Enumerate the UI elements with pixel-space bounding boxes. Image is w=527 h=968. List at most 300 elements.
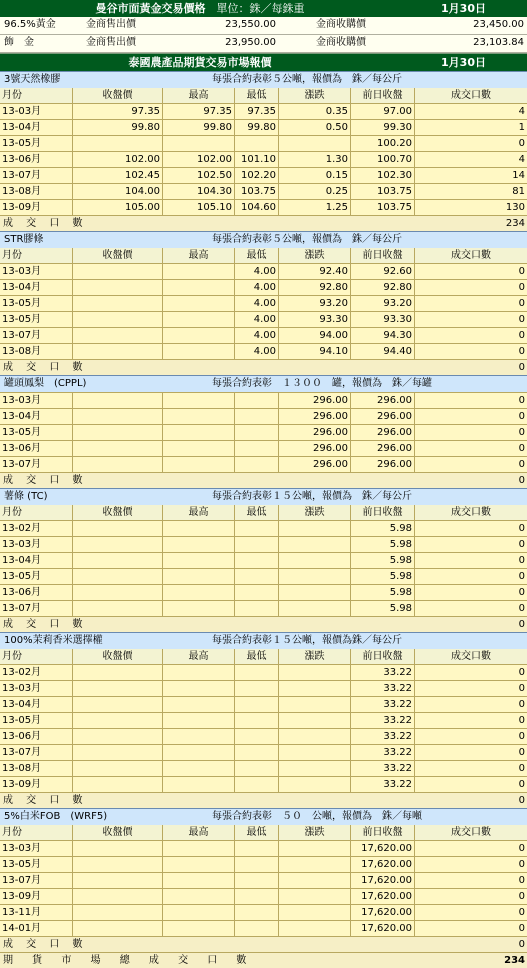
column-header-close: 收盤價 [72, 505, 162, 520]
cell-month: 13-05月 [2, 298, 42, 309]
gold-buy: 23,450.00 [473, 19, 524, 30]
cell-month: 13-04月 [2, 122, 42, 133]
cell-high [162, 296, 234, 311]
cell-month: 13-06月 [2, 443, 42, 454]
cell-volume: 0 [414, 697, 527, 712]
section-total-value: 234 [505, 218, 525, 229]
table-row [0, 311, 527, 327]
cell-low [234, 585, 278, 600]
cell-month: 13-03月 [2, 266, 42, 277]
section-total-label: 成 交 口 數 [3, 362, 88, 373]
cell-volume: 1 [414, 120, 527, 135]
cell-prev-close: 5.98 [350, 569, 414, 584]
cell-prev-close: 296.00 [350, 409, 414, 424]
column-header-change: 漲跌 [278, 825, 350, 840]
table-row [0, 776, 527, 792]
cell-month: 13-02月 [2, 523, 42, 534]
cell-low [234, 697, 278, 712]
table-row [0, 103, 527, 119]
cell-close [72, 521, 162, 536]
column-header-volume: 成交口數 [414, 248, 527, 263]
cell-month: 13-11月 [2, 907, 42, 918]
table-row [0, 327, 527, 343]
cell-high [162, 777, 234, 792]
section-spec: 每張合約表彰１５公噸，報價為 銖／每公斤 [212, 491, 412, 502]
cell-high [162, 889, 234, 904]
cell-close [72, 312, 162, 327]
cell-volume: 0 [414, 393, 527, 408]
cell-high [162, 697, 234, 712]
cell-low: 4.00 [234, 328, 278, 343]
column-header-month: 月份 [2, 250, 22, 261]
column-header-high: 最高 [162, 649, 234, 664]
section-total-label: 成 交 口 數 [3, 218, 88, 229]
cell-volume: 0 [414, 873, 527, 888]
cell-low: 4.00 [234, 344, 278, 359]
cell-prev-close: 17,620.00 [350, 905, 414, 920]
cell-low [234, 409, 278, 424]
cell-close [72, 745, 162, 760]
column-header-prev-close: 前日收盤 [350, 825, 414, 840]
cell-month: 13-06月 [2, 154, 42, 165]
cell-low [234, 857, 278, 872]
cell-low [234, 136, 278, 151]
cell-change [278, 136, 350, 151]
section-total-row [0, 472, 527, 488]
cell-low [234, 537, 278, 552]
cell-volume: 0 [414, 857, 527, 872]
column-header-change: 漲跌 [278, 88, 350, 103]
cell-low [234, 761, 278, 776]
cell-volume: 0 [414, 777, 527, 792]
cell-high: 99.80 [162, 120, 234, 135]
cell-volume: 0 [414, 537, 527, 552]
table-row [0, 119, 527, 135]
gold-title: 曼谷市面黃金交易價格 [95, 2, 206, 15]
cell-low [234, 601, 278, 616]
cell-prev-close: 5.98 [350, 585, 414, 600]
table-row [0, 520, 527, 536]
cell-low [234, 521, 278, 536]
section-total-row [0, 359, 527, 375]
cell-high [162, 441, 234, 456]
section-header [0, 231, 527, 248]
table-row [0, 728, 527, 744]
table-row [0, 888, 527, 904]
cell-change: 0.50 [278, 120, 350, 135]
cell-change: 92.80 [278, 280, 350, 295]
cell-close: 105.00 [72, 200, 162, 215]
cell-prev-close: 93.20 [350, 296, 414, 311]
cell-change: 94.00 [278, 328, 350, 343]
cell-low [234, 889, 278, 904]
cell-close [72, 857, 162, 872]
gold-sell: 23,550.00 [225, 19, 276, 30]
cell-change: 92.40 [278, 264, 350, 279]
cell-change: 0.25 [278, 184, 350, 199]
cell-high: 97.35 [162, 104, 234, 119]
cell-high [162, 569, 234, 584]
cell-month: 13-09月 [2, 779, 42, 790]
cell-volume: 0 [414, 425, 527, 440]
section-header [0, 632, 527, 649]
cell-prev-close: 94.40 [350, 344, 414, 359]
cell-month: 13-04月 [2, 282, 42, 293]
gold-date: 1月30日 [441, 2, 486, 15]
cell-close [72, 921, 162, 936]
cell-high [162, 553, 234, 568]
column-header-row [0, 649, 527, 664]
cell-high [162, 521, 234, 536]
table-row [0, 664, 527, 680]
cell-volume: 0 [414, 521, 527, 536]
cell-low: 4.00 [234, 280, 278, 295]
cell-month: 13-06月 [2, 587, 42, 598]
cell-close [72, 841, 162, 856]
section-total-label: 成 交 口 數 [3, 795, 88, 806]
gold-buy-label: 金商收購價 [316, 19, 366, 30]
cell-close: 102.00 [72, 152, 162, 167]
table-row [0, 840, 527, 856]
table-row [0, 568, 527, 584]
gold-item: 飾 金 [4, 37, 34, 48]
cell-prev-close: 296.00 [350, 393, 414, 408]
section-total-value: 0 [518, 362, 525, 373]
cell-month: 13-04月 [2, 699, 42, 710]
cell-low: 103.75 [234, 184, 278, 199]
cell-month: 13-04月 [2, 555, 42, 566]
cell-change [278, 537, 350, 552]
cell-change: 296.00 [278, 409, 350, 424]
cell-high [162, 344, 234, 359]
cell-change: 296.00 [278, 457, 350, 472]
table-row [0, 536, 527, 552]
section-total-value: 0 [518, 795, 525, 806]
cell-close [72, 681, 162, 696]
cell-month: 13-07月 [2, 603, 42, 614]
gold-row [0, 35, 527, 53]
section-name: 薯條 (TC) [4, 491, 48, 502]
cell-change [278, 729, 350, 744]
table-row [0, 263, 527, 279]
cell-close [72, 393, 162, 408]
cell-change [278, 889, 350, 904]
cell-low [234, 921, 278, 936]
cell-month: 13-09月 [2, 202, 42, 213]
cell-close [72, 697, 162, 712]
cell-high [162, 665, 234, 680]
table-row [0, 680, 527, 696]
cell-high: 102.50 [162, 168, 234, 183]
table-row [0, 904, 527, 920]
table-row [0, 856, 527, 872]
cell-volume: 4 [414, 104, 527, 119]
cell-close [72, 425, 162, 440]
section-spec: 每張合約表彰１５公噸，報價為銖／每公斤 [212, 635, 402, 646]
cell-month: 13-08月 [2, 346, 42, 357]
cell-close: 99.80 [72, 120, 162, 135]
cell-high [162, 136, 234, 151]
column-header-low: 最低 [234, 88, 278, 103]
table-row [0, 424, 527, 440]
cell-close [72, 889, 162, 904]
column-header-row [0, 88, 527, 103]
cell-close [72, 344, 162, 359]
cell-prev-close: 97.00 [350, 104, 414, 119]
column-header-low: 最低 [234, 505, 278, 520]
cell-high [162, 873, 234, 888]
cell-month: 13-03月 [2, 683, 42, 694]
grand-total-value: 234 [504, 955, 525, 966]
cell-low [234, 393, 278, 408]
cell-close [72, 264, 162, 279]
cell-close [72, 441, 162, 456]
cell-month: 13-03月 [2, 539, 42, 550]
cell-prev-close: 17,620.00 [350, 841, 414, 856]
cell-month: 13-05月 [2, 715, 42, 726]
cell-change: 296.00 [278, 393, 350, 408]
section-total-value: 0 [518, 939, 525, 950]
cell-high [162, 312, 234, 327]
column-header-high: 最高 [162, 825, 234, 840]
grand-total-row [0, 952, 527, 968]
cell-high [162, 761, 234, 776]
column-header-month: 月份 [2, 90, 22, 101]
cell-close [72, 328, 162, 343]
cell-volume: 0 [414, 553, 527, 568]
cell-volume: 0 [414, 713, 527, 728]
cell-high: 104.30 [162, 184, 234, 199]
cell-low [234, 745, 278, 760]
cell-high [162, 585, 234, 600]
cell-volume: 130 [414, 200, 527, 215]
column-header-change: 漲跌 [278, 248, 350, 263]
column-header-close: 收盤價 [72, 825, 162, 840]
cell-volume: 0 [414, 745, 527, 760]
cell-change [278, 569, 350, 584]
table-row [0, 295, 527, 311]
gold-row [0, 17, 527, 35]
futures-title: 泰國農產品期貨交易市場報價 [128, 56, 272, 69]
cell-change: 1.30 [278, 152, 350, 167]
cell-change: 0.35 [278, 104, 350, 119]
cell-prev-close: 17,620.00 [350, 873, 414, 888]
cell-change [278, 745, 350, 760]
cell-volume: 0 [414, 681, 527, 696]
column-header-low: 最低 [234, 825, 278, 840]
cell-change [278, 873, 350, 888]
cell-change [278, 665, 350, 680]
section-header [0, 808, 527, 825]
cell-prev-close: 296.00 [350, 441, 414, 456]
cell-change: 93.20 [278, 296, 350, 311]
section-name: STR膠條 [4, 234, 44, 245]
cell-change: 0.15 [278, 168, 350, 183]
cell-month: 13-05月 [2, 571, 42, 582]
cell-month: 13-02月 [2, 667, 42, 678]
cell-change [278, 585, 350, 600]
cell-month: 13-08月 [2, 186, 42, 197]
gold-sell: 23,950.00 [225, 37, 276, 48]
cell-high [162, 681, 234, 696]
futures-section [0, 488, 527, 632]
column-header-close: 收盤價 [72, 88, 162, 103]
cell-month: 13-05月 [2, 314, 42, 325]
cell-prev-close: 33.22 [350, 681, 414, 696]
cell-low [234, 729, 278, 744]
cell-close [72, 873, 162, 888]
futures-section [0, 231, 527, 375]
cell-low [234, 553, 278, 568]
grand-total-label: 期 貨 市 場 總 成 交 口 數 [3, 955, 255, 966]
cell-month: 13-03月 [2, 106, 42, 117]
column-header-prev-close: 前日收盤 [350, 88, 414, 103]
section-name: 罐頭鳳梨 (CPPL) [4, 378, 87, 389]
section-header [0, 71, 527, 88]
section-name: 100%茉莉香米選擇權 [4, 635, 103, 646]
section-name: 5%白米FOB (WRF5) [4, 811, 108, 822]
cell-change: 1.25 [278, 200, 350, 215]
section-total-label: 成 交 口 數 [3, 619, 88, 630]
cell-prev-close: 103.75 [350, 200, 414, 215]
column-header-volume: 成交口數 [414, 825, 527, 840]
cell-volume: 14 [414, 168, 527, 183]
cell-high [162, 841, 234, 856]
cell-month: 13-07月 [2, 747, 42, 758]
futures-date: 1月30日 [441, 56, 486, 69]
cell-high [162, 713, 234, 728]
cell-month: 13-09月 [2, 891, 42, 902]
cell-change [278, 777, 350, 792]
cell-volume: 0 [414, 665, 527, 680]
table-row [0, 584, 527, 600]
cell-prev-close: 100.20 [350, 136, 414, 151]
table-row [0, 440, 527, 456]
cell-high [162, 264, 234, 279]
column-header-high: 最高 [162, 88, 234, 103]
cell-close [72, 457, 162, 472]
cell-high [162, 393, 234, 408]
table-row [0, 392, 527, 408]
cell-month: 13-08月 [2, 763, 42, 774]
cell-close [72, 409, 162, 424]
cell-volume: 0 [414, 457, 527, 472]
section-total-row [0, 792, 527, 808]
cell-close [72, 729, 162, 744]
cell-change [278, 857, 350, 872]
cell-change: 93.30 [278, 312, 350, 327]
cell-volume: 0 [414, 280, 527, 295]
column-header-close: 收盤價 [72, 248, 162, 263]
table-row [0, 408, 527, 424]
cell-month: 14-01月 [2, 923, 42, 934]
cell-low [234, 681, 278, 696]
cell-prev-close: 33.22 [350, 761, 414, 776]
futures-section [0, 71, 527, 231]
table-row [0, 920, 527, 936]
cell-prev-close: 99.30 [350, 120, 414, 135]
cell-low [234, 713, 278, 728]
cell-change [278, 601, 350, 616]
table-row [0, 552, 527, 568]
cell-high [162, 857, 234, 872]
cell-close: 97.35 [72, 104, 162, 119]
cell-high: 105.10 [162, 200, 234, 215]
cell-low: 4.00 [234, 296, 278, 311]
cell-high [162, 409, 234, 424]
column-header-prev-close: 前日收盤 [350, 649, 414, 664]
cell-prev-close: 5.98 [350, 521, 414, 536]
column-header-high: 最高 [162, 248, 234, 263]
cell-change [278, 761, 350, 776]
cell-low [234, 457, 278, 472]
cell-volume: 0 [414, 585, 527, 600]
cell-volume: 0 [414, 312, 527, 327]
cell-change: 94.10 [278, 344, 350, 359]
cell-month: 13-03月 [2, 843, 42, 854]
cell-month: 13-07月 [2, 170, 42, 181]
cell-prev-close: 296.00 [350, 425, 414, 440]
cell-change [278, 553, 350, 568]
cell-change [278, 713, 350, 728]
cell-prev-close: 33.22 [350, 697, 414, 712]
futures-section [0, 632, 527, 808]
section-total-row [0, 215, 527, 231]
cell-low: 102.20 [234, 168, 278, 183]
column-header-change: 漲跌 [278, 649, 350, 664]
futures-section [0, 808, 527, 952]
gold-header [0, 0, 527, 17]
section-spec: 每張合約表彰５公噸，報價為 銖／每公斤 [212, 74, 402, 85]
cell-prev-close: 33.22 [350, 745, 414, 760]
cell-low [234, 569, 278, 584]
cell-prev-close: 17,620.00 [350, 921, 414, 936]
gold-item: 96.5%黃金 [4, 19, 56, 30]
cell-low: 101.10 [234, 152, 278, 167]
cell-close [72, 553, 162, 568]
cell-prev-close: 5.98 [350, 537, 414, 552]
cell-low [234, 873, 278, 888]
cell-volume: 0 [414, 761, 527, 776]
cell-close [72, 777, 162, 792]
column-header-volume: 成交口數 [414, 505, 527, 520]
cell-volume: 0 [414, 905, 527, 920]
cell-prev-close: 92.80 [350, 280, 414, 295]
cell-low [234, 441, 278, 456]
cell-prev-close: 102.30 [350, 168, 414, 183]
section-spec: 每張合約表彰 ５０ 公噸，報價為 銖／每噸 [212, 811, 422, 822]
cell-volume: 0 [414, 136, 527, 151]
section-total-label: 成 交 口 數 [3, 475, 88, 486]
cell-close [72, 761, 162, 776]
cell-close [72, 280, 162, 295]
cell-prev-close: 17,620.00 [350, 889, 414, 904]
cell-close [72, 585, 162, 600]
cell-change: 296.00 [278, 441, 350, 456]
table-row [0, 760, 527, 776]
cell-high [162, 425, 234, 440]
cell-prev-close: 92.60 [350, 264, 414, 279]
column-header-prev-close: 前日收盤 [350, 248, 414, 263]
cell-high [162, 537, 234, 552]
cell-volume: 0 [414, 441, 527, 456]
column-header-row [0, 825, 527, 840]
cell-change [278, 681, 350, 696]
cell-month: 13-04月 [2, 411, 42, 422]
table-row [0, 872, 527, 888]
column-header-month: 月份 [2, 507, 22, 518]
cell-low: 97.35 [234, 104, 278, 119]
